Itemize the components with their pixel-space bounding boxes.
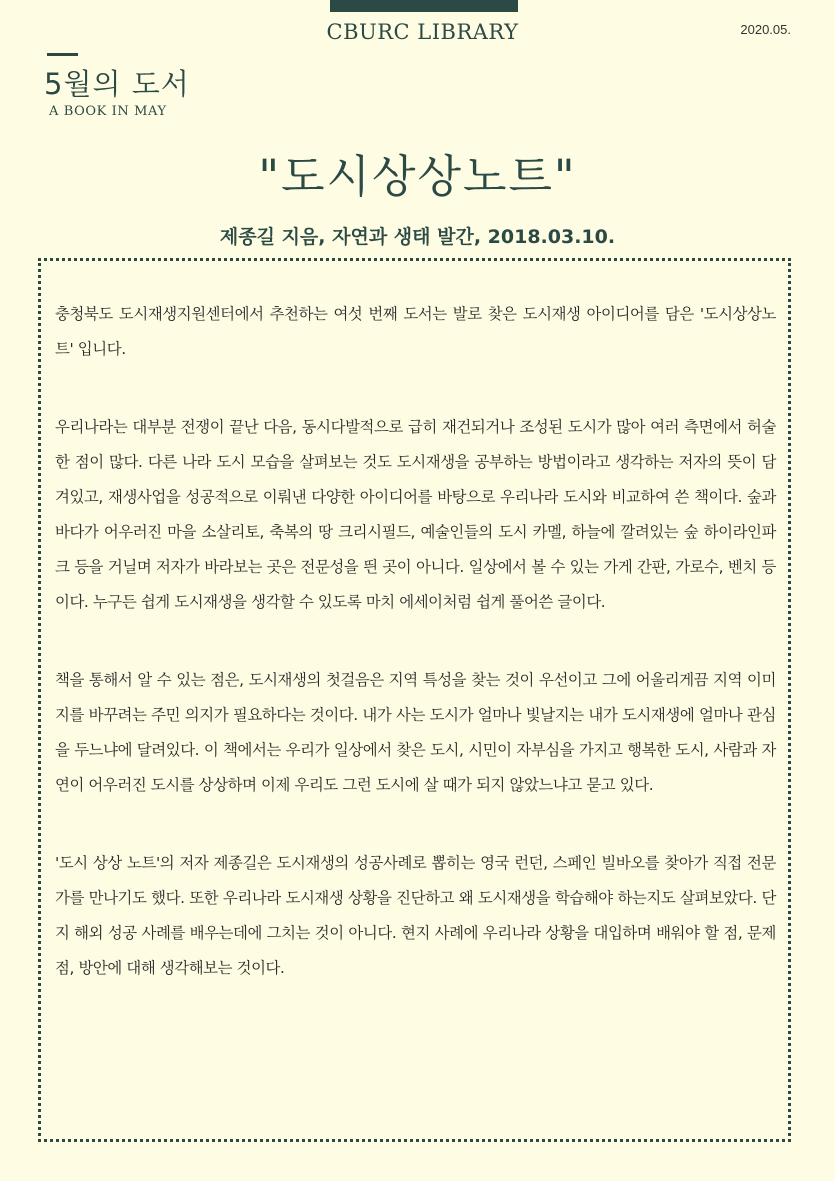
review-paragraph: '도시 상상 노트'의 저자 제종길은 도시재생의 성공사례로 뽑히는 영국 런던, 스페인 빌바오를 찾아가 직접 전문가를 만나기도 했다. 또한 우리나라 도시재생 상황을 진단하고 왜 도시재생을 학습해야 하는지도 살펴보았다. 단지 해외 성공 사례를 배우는데에 그치는 것이 아니다. 현지 사례에 우리나라 상황을 대입하며 배워야 할 점, 문제점, 방안에 대해 생각해보는 것이다. [55, 854, 776, 977]
section-title: 5월의 도서 [44, 67, 190, 101]
review-paragraph: 충청북도 도시재생지원센터에서 추천하는 여섯 번째 도서는 발로 찾은 도시재생 아이디어를 담은 '도시상상노트' 입니다. [55, 305, 776, 358]
review-paragraph: 책을 통해서 알 수 있는 점은, 도시재생의 첫걸음은 지역 특성을 찾는 것이 우선이고 그에 어울리게끔 지역 이미지를 바꾸려는 주민 의지가 필요하다는 것이다. 내가 사는 도시가 얼마나 빛날지는 내가 도시재생에 얼마나 관심을 두느냐에 달려있다. 이 책에서는 우리가 일상에서 찾은 도시, 시민이 자부심을 가지고 행복한 도시, 사람과 자연이 어우러진 도시를 상상하며 이제 우리도 그런 도시에 살 때가 되지 않았느냐고 묻고 있다. [55, 671, 776, 794]
library-name: CBURC LIBRARY [326, 20, 519, 44]
book-meta: 제종길 지음, 자연과 생태 발간, 2018.03.10. [219, 226, 616, 248]
book-title: "도시상상노트" [258, 150, 577, 203]
issue-date: 2020.05. [740, 22, 791, 37]
header-accent-bar [330, 0, 518, 12]
review-paragraph: 우리나라는 대부분 전쟁이 끝난 다음, 동시다발적으로 급히 재건되거나 조성된 도시가 많아 여러 측면에서 허술한 점이 많다. 다른 나라 도시 모습을 살펴보는 것도 도시재생을 공부하는 방법이라고 생각하는 저자의 뜻이 담겨있고, 재생사업을 성공적으로 이뤄낸 다양한 아이디어를 바탕으로 우리나라 도시와 비교하여 쓴 책이다. 숲과 바다가 어우러진 마을 소살리토, 축복의 땅 크리시필드, 예술인들의 도시 카멜, 하늘에 깔려있는 숲 하이라인파크 등을 거닐며 저자가 바라보는 곳은 전문성을 띈 곳이 아니다. 일상에서 볼 수 있는 가게 간판, 가로수, 벤치 등이다. 누구든 쉽게 도시재생을 생각할 수 있도록 마치 에세이처럼 쉽게 풀어쓴 글이다. [55, 418, 776, 611]
section-divider [47, 53, 78, 56]
section-subtitle: A BOOK IN MAY [49, 104, 167, 119]
review-content-box [38, 258, 791, 1142]
